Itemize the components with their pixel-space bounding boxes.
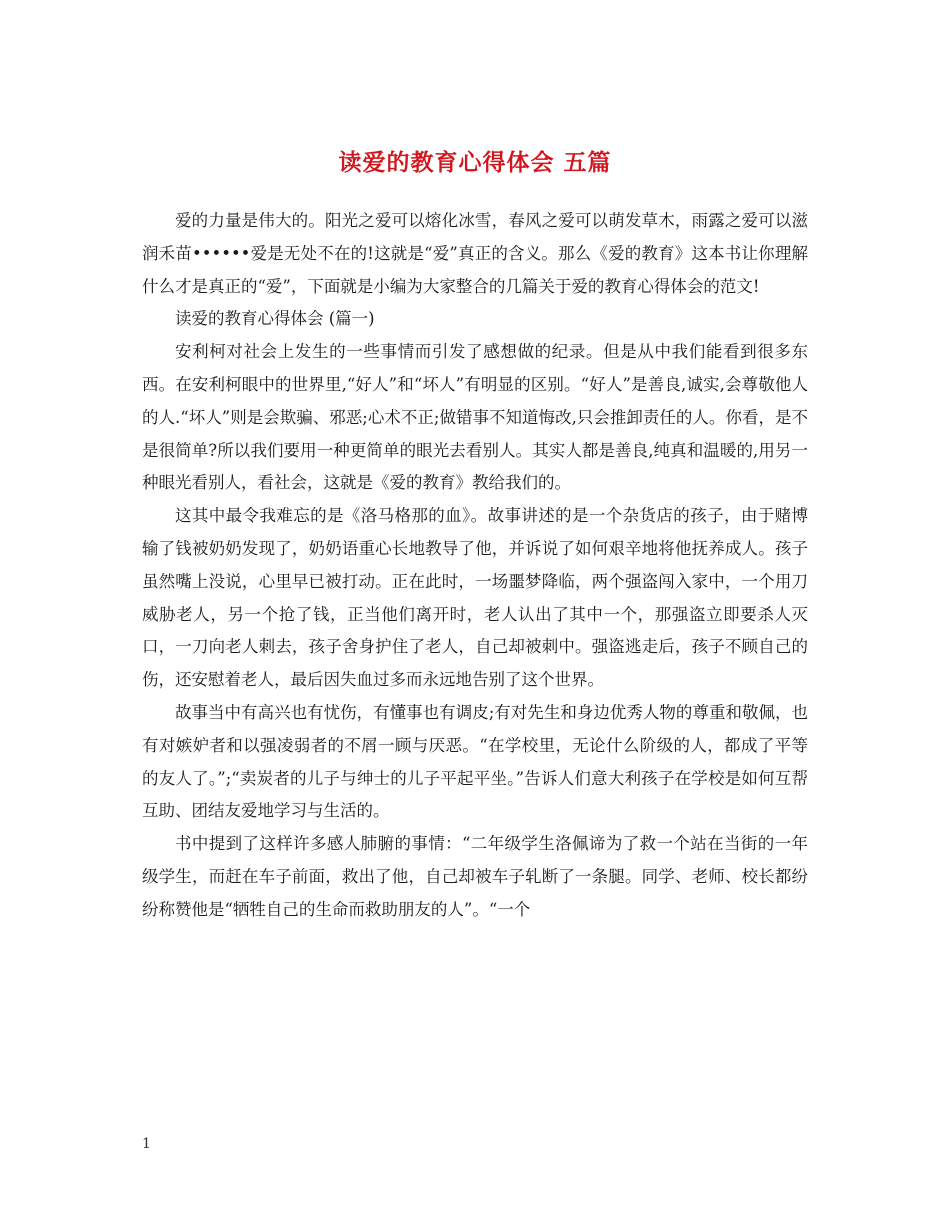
paragraph: 故事当中有高兴也有忧伤，有懂事也有调皮;有对先生和身边优秀人物的尊重和敬佩，也有对嫉妒者和以强凌弱者的不屑一顾与厌恶。“在学校里，无论什么阶级的人，都成了平等的友人了。”;“卖炭者的儿子与绅士的儿子平起平坐。”告诉人们意大利孩子在学校是如何互帮互助、团结友爱地学习与生活的。 xyxy=(142,702,808,821)
paragraph: 书中提到了这样许多感人肺腑的事情：“二年级学生洛佩谛为了救一个站在当街的一年级学生，而赶在车子前面，救出了他，自己却被车子轧断了一条腿。同学、老师、校长都纷纷称赞他是“牺牲自己的生命而救助朋友的人”。“一个 xyxy=(142,834,808,919)
paragraph: 这其中最令我难忘的是《洛马格那的血》。故事讲述的是一个杂货店的孩子，由于赌博输了钱被奶奶发现了，奶奶语重心长地教导了他，并诉说了如何艰辛地将他抚养成人。孩子虽然嘴上没说，心里早已被打动。正在此时，一场噩梦降临，两个强盗闯入家中，一个用刀威胁老人，另一个抢了钱，正当他们离开时，老人认出了其中一个，那强盗立即要杀人灭口，一刀向老人刺去，孩子舍身护住了老人，自己却被刺中。强盗逃走后，孩子不顾自己的伤，还安慰着老人，最后因失血过多而永远地告别了这个世界。 xyxy=(142,506,808,690)
page-number: 1 xyxy=(142,1136,151,1152)
document-title: 读爱的教育心得体会 五篇 xyxy=(338,150,612,177)
paragraph: 安利柯对社会上发生的一些事情而引发了感想做的纪录。但是从中我们能看到很多东西。在安利柯眼中的世界里,“好人”和“坏人”有明显的区别。“好人”是善良,诚实,会尊敬他人的人.“坏人”则是会欺骗、邪恶;心术不正;做错事不知道悔改,只会推卸责任的人。你看，是不是很简单?所以我们要用一种更简单的眼光去看别人。其实人都是善良,纯真和温暖的,用另一种眼光看别人，看社会，这就是《爱的教育》教给我们的。 xyxy=(142,342,808,493)
section-heading: 读爱的教育心得体会 (篇一) xyxy=(175,309,375,329)
paragraph-intro: 爱的力量是伟大的。阳光之爱可以熔化冰雪，春风之爱可以萌发草木，雨露之爱可以滋润禾苗••••••爱是无处不在的!这就是“爱”真正的含义。那么《爱的教育》这本书让你理解什么才是真正的“爱”，下面就是小编为大家整合的几篇关于爱的教育心得体会的范文! xyxy=(142,211,808,296)
document-body xyxy=(142,205,808,927)
